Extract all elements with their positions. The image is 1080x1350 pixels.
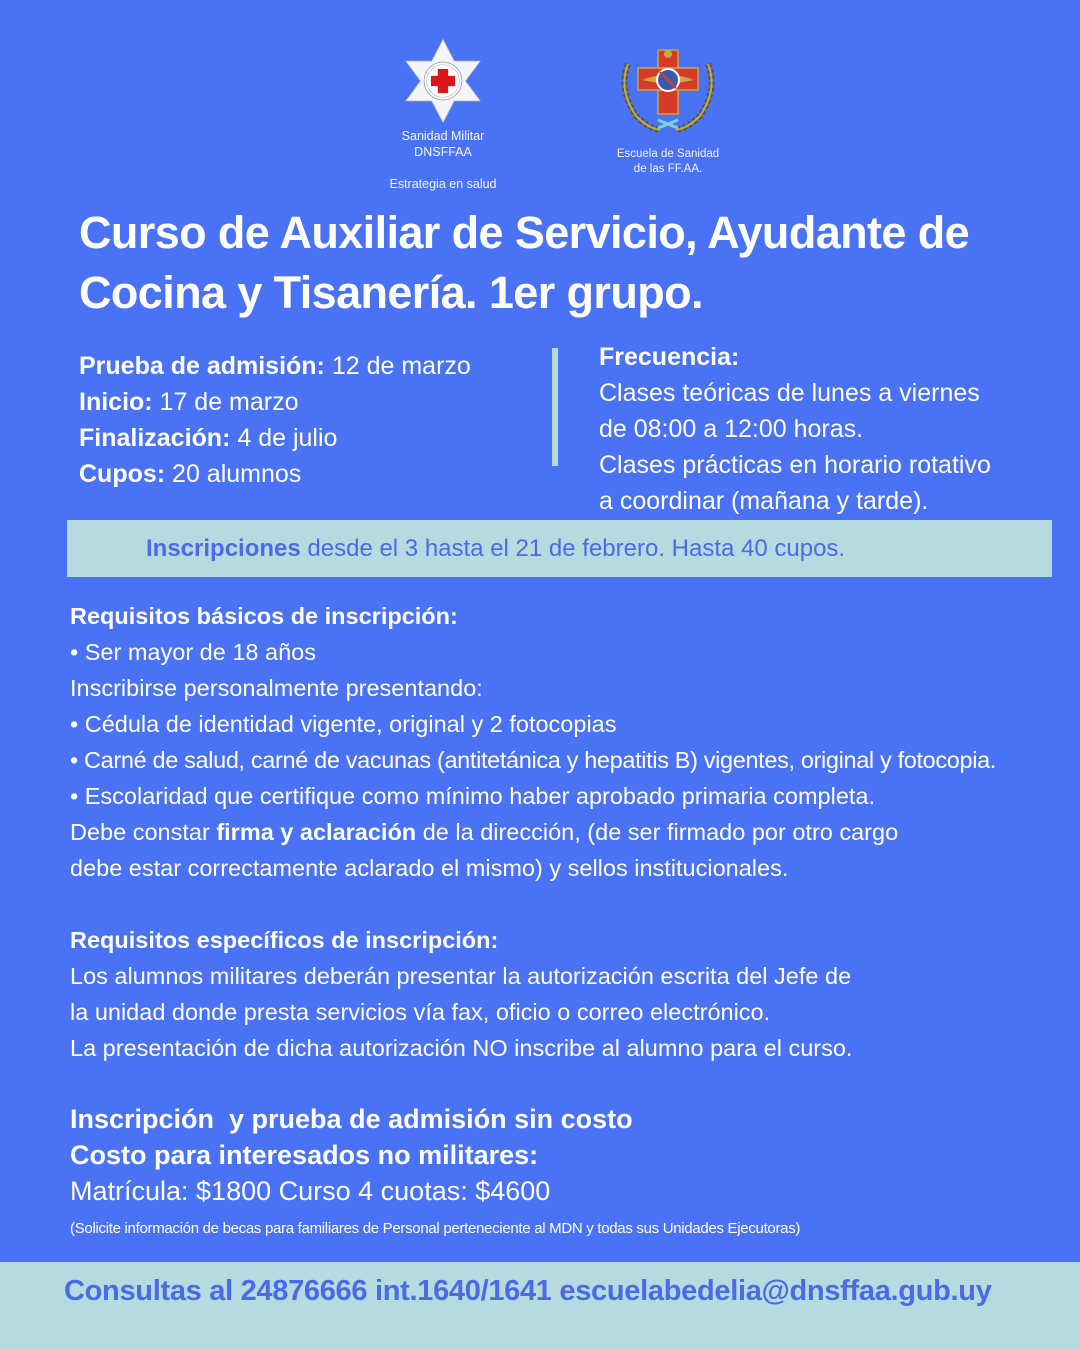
caption-line: Escuela de Sanidad	[616, 148, 720, 160]
section-heading: Requisitos básicos de inscripción:	[70, 603, 458, 629]
paragraph-line: la unidad donde presta servicios vía fax, oficio o correo electrónico.	[70, 999, 771, 1025]
cost-section	[70, 1101, 633, 1209]
note-bold: firma y aclaración	[216, 819, 417, 845]
signature-note	[70, 814, 996, 850]
list-item: • Ser mayor de 18 años	[70, 639, 316, 665]
fact-value: 17 de marzo	[152, 388, 299, 416]
page-title	[79, 203, 1059, 323]
list-item: • Escolaridad que certifique como mínimo haber aprobado primaria completa.	[70, 783, 876, 809]
escuela-sanidad-crest-icon	[614, 44, 722, 136]
sanidad-militar-caption	[372, 128, 514, 160]
frequency-line: Clases teóricas de lunes a viernes	[599, 379, 980, 407]
specific-requirements	[70, 922, 852, 1066]
fact-value: 4 de julio	[230, 424, 338, 452]
fact-label: Cupos:	[79, 460, 166, 488]
fact-seats	[79, 456, 471, 492]
cost-heading: Costo para interesados no militares:	[70, 1140, 539, 1170]
fact-label: Finalización:	[79, 424, 231, 452]
vertical-divider	[552, 348, 558, 466]
list-item: • Cédula de identidad vigente, original y 2 fotocopias	[70, 711, 617, 737]
fact-label: Inicio:	[79, 388, 153, 416]
caption-line: de las FF.AA.	[633, 163, 703, 175]
scholarship-note: (Solicite información de becas para familiares de Personal perteneciente al MDN y todas sus Unidades Ejecutoras)	[70, 1220, 801, 1237]
signature-note-line2: debe estar correctamente aclarado el mismo) y sellos institucionales.	[70, 855, 789, 881]
list-intro: Inscribirse personalmente presentando:	[70, 675, 483, 701]
fact-value: 20 alumnos	[165, 460, 302, 488]
note-text: de la dirección, (de ser firmado por otro cargo	[416, 819, 899, 845]
banner-label: Inscripciones	[146, 535, 301, 562]
paragraph-line: La presentación de dicha autorización NO inscribe al alumno para el curso.	[70, 1035, 853, 1061]
fact-admission-test	[79, 348, 471, 384]
caption-line: DNSFFAA	[414, 145, 472, 159]
fact-start	[79, 384, 471, 420]
frequency-block	[599, 339, 991, 519]
tagline: Estrategia en salud	[389, 177, 497, 191]
registration-banner	[67, 520, 1052, 577]
cost-free-note: Inscripción y prueba de admisión sin costo	[70, 1104, 633, 1134]
cost-values: Matrícula: $1800 Curso 4 cuotas: $4600	[70, 1176, 551, 1206]
title-line: Curso de Auxiliar de Servicio, Ayudante de	[79, 207, 970, 258]
frequency-line: a coordinar (mañana y tarde).	[599, 487, 929, 515]
frequency-line: de 08:00 a 12:00 horas.	[599, 415, 864, 443]
caption-line: Sanidad Militar	[401, 129, 485, 143]
fact-value: 12 de marzo	[324, 352, 471, 380]
frequency-line: Clases prácticas en horario rotativo	[599, 451, 991, 479]
escuela-caption	[598, 147, 738, 177]
fact-end	[79, 420, 471, 456]
red-cross-star-emblem-icon	[400, 38, 486, 124]
course-facts	[79, 348, 471, 492]
basic-requirements	[70, 598, 996, 886]
section-heading: Requisitos específicos de inscripción:	[70, 927, 499, 953]
paragraph-line: Los alumnos militares deberán presentar la autorización escrita del Jefe de	[70, 963, 852, 989]
title-line: Cocina y Tisanería. 1er grupo.	[79, 267, 703, 318]
frequency-heading: Frecuencia:	[599, 343, 740, 371]
list-item: • Carné de salud, carné de vacunas (antitetánica y hepatitis B) vigentes, original y fotocopia.	[70, 747, 996, 773]
contact-text: Consultas al 24876666 int.1640/1641 escuelabedelia@dnsffaa.gub.uy	[64, 1275, 992, 1307]
note-text: Debe constar	[70, 819, 217, 845]
fact-label: Prueba de admisión:	[79, 352, 325, 380]
banner-text: desde el 3 hasta el 21 de febrero. Hasta 40 cupos.	[300, 535, 846, 562]
